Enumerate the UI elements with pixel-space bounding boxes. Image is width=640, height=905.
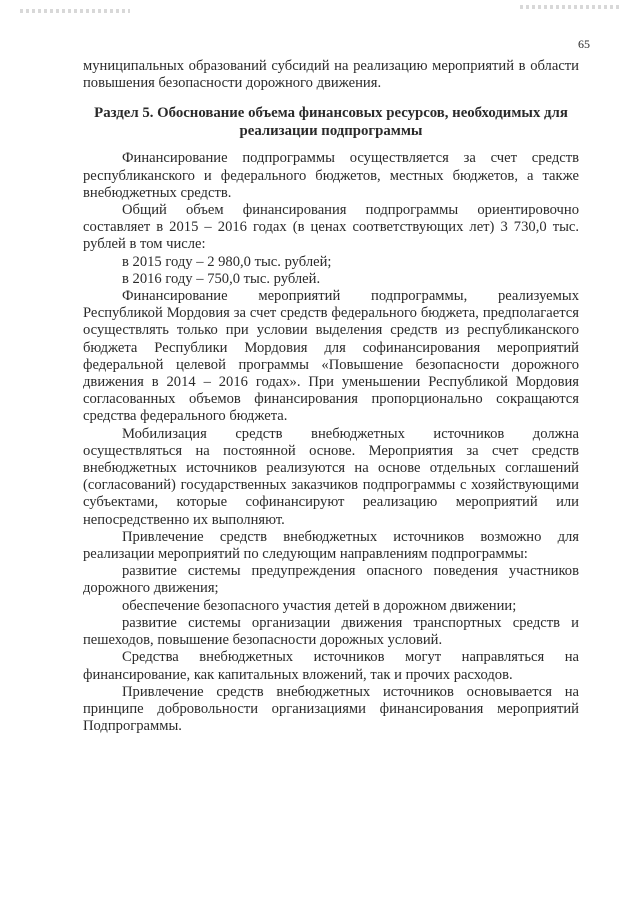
paragraph-mobilization: Мобилизация средств внебюджетных источников должна осуществляться на постоянной основе. Мероприятия за счет средств внебюджетных источников реализуются на основе отдельных соглашений (согласований) государственных заказчиков подпрограммы с хозяйствующими субъектами, которые софинансируют реализацию мероприятий или непосредственно их выполняют. [83,425,579,528]
continued-paragraph: муниципальных образований субсидий на реализацию мероприятий в области повышения безопасности дорожного движения. [83,58,579,92]
page-number: 65 [578,37,590,51]
document-body [83,58,579,735]
section-heading: Раздел 5. Обоснование объема финансовых ресурсов, необходимых для реализации подпрограммы [94,105,568,140]
list-item-prevention: развитие системы предупреждения опасного поведения участников дорожного движения; [83,563,579,597]
paragraph-2015-amount: в 2015 году – 2 980,0 тыс. рублей; [122,253,332,270]
paragraph-funds-direction: Средства внебюджетных источников могут направляться на финансирование, как капитальных вложений, так и прочих расходов. [83,649,579,683]
paragraph-voluntary-principle: Привлечение средств внебюджетных источников основывается на принципе добровольности организациями финансирования мероприятий Подпрограммы. [83,683,579,735]
list-item-traffic-organization: развитие системы организации движения транспортных средств и пешеходов, повышение безопасности дорожных условий. [83,614,579,649]
paragraph-attraction-directions: Привлечение средств внебюджетных источников возможно для реализации мероприятий по следующим направлениям подпрограммы: [83,528,579,563]
paragraph-federal-financing: Финансирование мероприятий подпрограммы, реализуемых Республикой Мордовия за счет средств федерального бюджета, предполагается осуществлять только при условии выделения средств из республиканского бюджета Республики Мордовия для софинансирования мероприятий федеральной целевой программы «Повышение безопасности дорожного движения в 2014 – 2016 годах». При уменьшении Республикой Мордовия согласованных объемов финансирования пропорционально сокращаются средства федерального бюджета. [83,288,579,425]
list-item-children-safety: обеспечение безопасного участия детей в дорожном движении; [122,597,517,614]
scan-artifact-right [520,5,620,9]
paragraph-financing-sources: Финансирование подпрограммы осуществляется за счет средств республиканского и федерального бюджетов, местных бюджетов, а также внебюджетных средств. [83,150,579,201]
paragraph-total-volume: Общий объем финансирования подпрограммы ориентировочно составляет в 2015 – 2016 годах (в ценах соответствующих лет) 3 730,0 тыс. рублей в том числе: [83,202,579,253]
paragraph-2016-amount: в 2016 году – 750,0 тыс. рублей. [122,270,321,287]
scan-artifact-left [20,9,130,13]
